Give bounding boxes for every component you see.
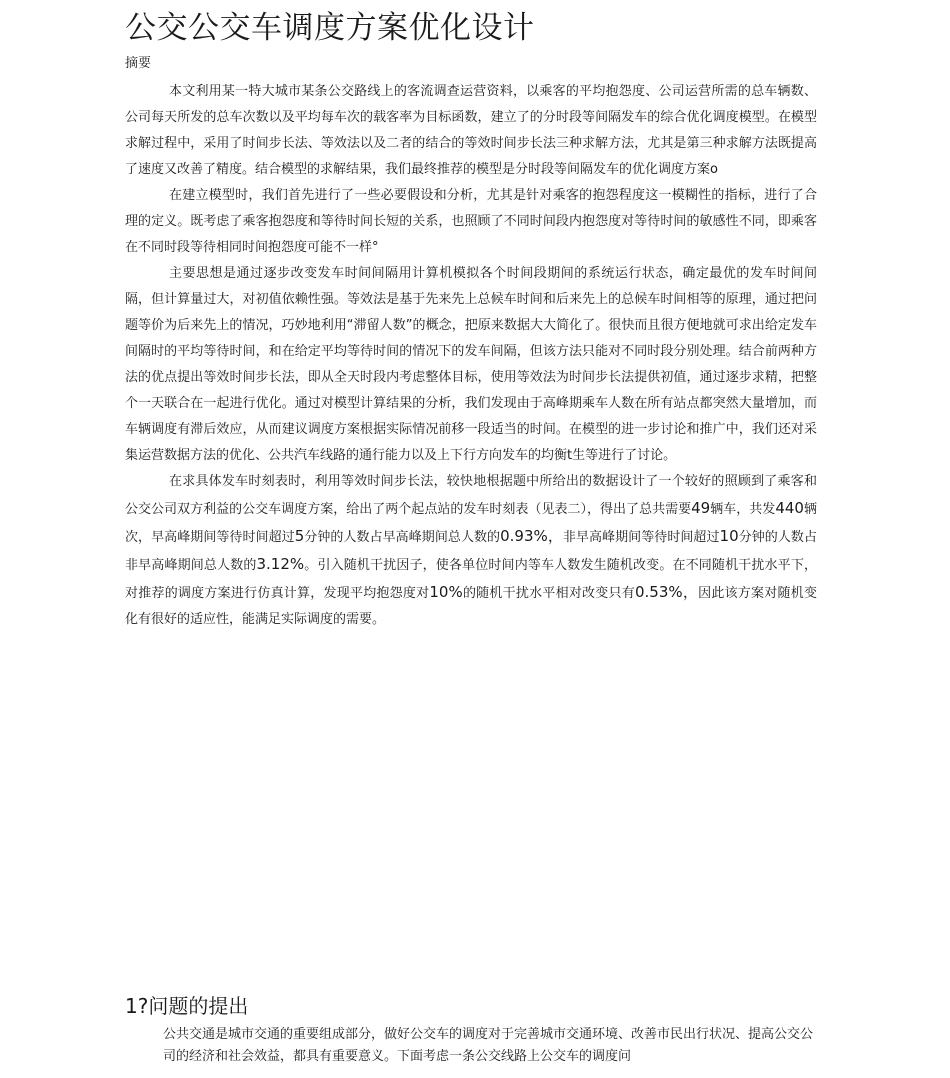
offpeak-percentage: 3.12% — [256, 555, 305, 573]
abstract-paragraph-2: 在建立模型时，我们首先进行了一些必要假设和分析，尤其是针对乘客的抱怨程度这一模糊性的指标，进行了合理的定义。既考虑了乘客抱怨度和等待时间长短的关系，也照顾了不同时间段内抱怨度对等待时间的敏感性不同，即乘客在不同时段等待相同时间抱怨度可能不一样° — [125, 188, 817, 255]
relative-change: 0.53%， — [634, 583, 699, 601]
peak-percentage: 0.93%， — [500, 527, 563, 545]
text-run: 非早高峰期间等待时间超过 — [562, 530, 720, 545]
abstract-label: 摘要 — [125, 56, 152, 71]
abstract-body — [125, 79, 817, 633]
text-run: 在求具体发车时刻表时，利用等效时间步长法，较快地根据题中所给出的数据设计了一个较好的照顾到了乘客和公交公司双方利益的公交车调度方案，给出了两个起点站的发车时刻表（见表二），得出了总共需要 — [125, 474, 817, 517]
text-run: 分钟的人数占早高峰期间总人数的 — [304, 530, 501, 545]
text-run: 。引入随机干扰因子，使各单位时间内等车人数发生随机改变。在不同随机干扰水平下，对推荐的调度方案进行仿真计算，发现平均抱怨度对 — [125, 558, 817, 601]
section-title: 1?问题的提出 — [125, 994, 249, 1018]
abstract-paragraph-1: 本文利用某一特大城市某条公交路线上的客流调查运营资料，以乘客的平均抱怨度、公司运营所需的总车辆数、公司每天所发的总车次数以及平均每车次的载客率为目标函数，建立了的分时段等间隔发车的综合优化调度模型。在模型求解过程中，采用了时间步长法、等效法以及二者的结合的等效时间步长法三种求解方法，尤其是第三种求解方法既提高了速度又改善了精度。结合模型的求解结果，我们最终推荐的模型是分时段等间隔发车的优化调度方案o — [125, 84, 817, 177]
text-run: 分钟的人数占非早高峰期间总人数的 — [125, 530, 817, 573]
abstract-paragraph-4 — [125, 469, 817, 633]
text-run: 辆车，共发 — [710, 502, 776, 517]
disturbance-level: 10% — [429, 583, 463, 601]
document-title: 公交公交车调度方案优化设计 — [125, 10, 535, 46]
section-body — [163, 1024, 813, 1068]
text-run: 的随机干扰水平相对改变只有 — [462, 586, 635, 601]
abstract-paragraph-3: 主要思想是通过逐步改变发车时间间隔用计算机模拟各个时间段期间的系统运行状态，确定最优的发车时间间隔，但计算量过大，对初值依赖性强。等效法是基于先来先上总候车时间和后来先上的总候车时间相等的原理，通过把问题等价为后来先上的情况，巧妙地利用“滞留人数”的概念，把原来数据大大简化了。很快而且很方便地就可求出给定发车间隔时的平均等待时间，和在给定平均等待时间的情况下的发车间隔，但该方法只能对不同时段分别处理。结合前两种方法的优点提出等效时间步长法，即从全天时段内考虑整体目标，使用等效法为时间步长法提供初值，通过逐步求精，把整个一天联合在一起进行优化。通过对模型计算结果的分析，我们发现由于高峰期乘车人数在所有站点都突然大量增加，而车辆调度有滞后效应，从而建议调度方案根据实际情况前移一段适当的时间。在模型的进一步讨论和推广中，我们还对采集运营数据方法的优化、公共汽车线路的通行能力以及上下行方向发车的均衡t生等进行了讨论。 — [125, 266, 817, 463]
section-paragraph: 公共交通是城市交通的重要组成部分，做好公交车的调度对于完善城市交通环境、改善市民出行状况、提高公交公司的经济和社会效益，都具有重要意义。下面考虑一条公交线路上公交车的调度问 — [163, 1027, 814, 1064]
trip-count: 440 — [775, 499, 804, 517]
wait-threshold-peak: 5 — [294, 527, 305, 545]
text-run: 辆次，早高峰期间等待时间超过 — [125, 502, 817, 545]
vehicle-count: 49 — [691, 499, 711, 517]
wait-threshold-offpeak: 10 — [719, 527, 739, 545]
text-run: 因此该方案对随机变化有很好的适应性，能满足实际调度的需要。 — [125, 586, 817, 627]
